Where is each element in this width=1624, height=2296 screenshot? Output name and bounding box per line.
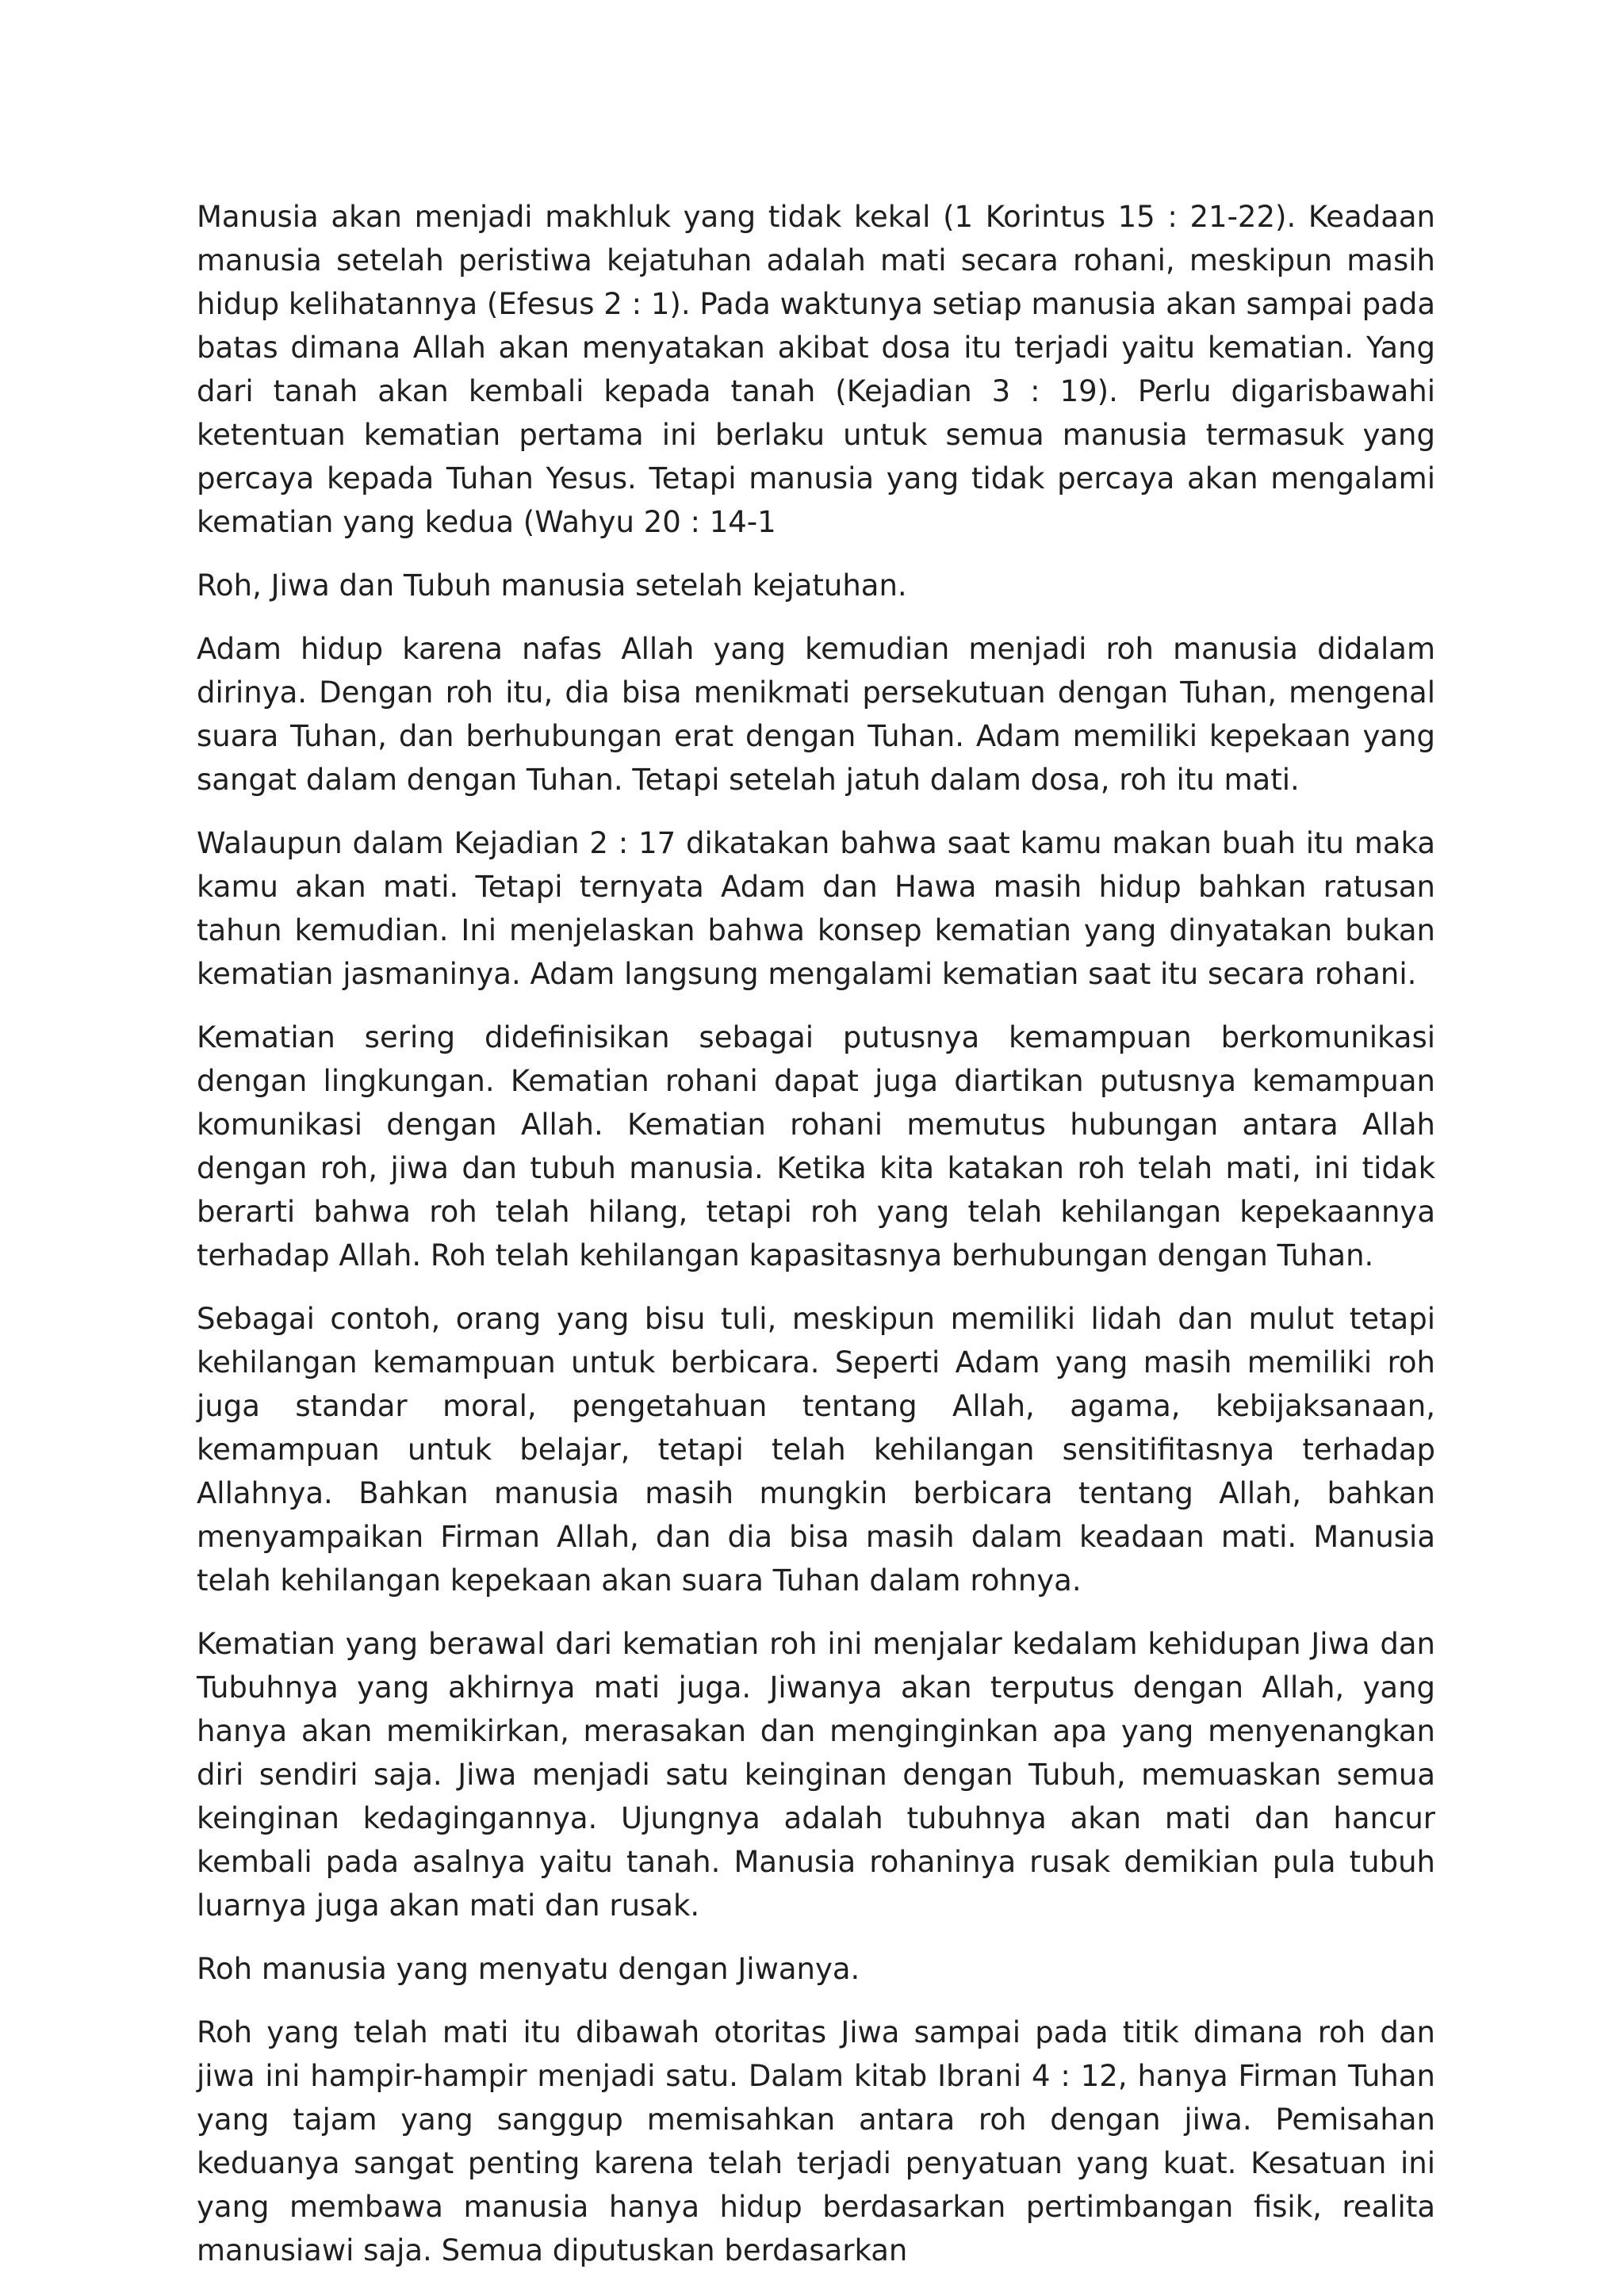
paragraph-deaf-mute-example: Sebagai contoh, orang yang bisu tuli, meskipun memiliki lidah dan mulut tetapi kehilangan kemampuan untuk berbicara. Seperti Adam yang masih memiliki roh juga standar moral, pengetahuan tentang Allah, agama, kebijaksanaan, kemampuan untuk belajar, tetapi telah kehilangan sensitifitasnya terhadap Allahnya. Bahkan manusia masih mungkin berbicara tentang Allah, bahkan menyampaikan Firman Allah, dan dia bisa masih dalam keadaan mati. Manusia telah kehilangan kepekaan akan suara Tuhan dalam rohnya.: [197, 1302, 1435, 1598]
document-page: [197, 195, 1435, 2272]
paragraph-genesis-2-17: Walaupun dalam Kejadian 2 : 17 dikatakan bahwa saat kamu makan buah itu maka kamu akan mati. Tetapi ternyata Adam dan Hawa masih hidup bahkan ratusan tahun kemudian. Ini menjelaskan bahwa konsep kematian yang dinyatakan bukan kematian jasmaninya. Adam langsung mengalami kematian saat itu secara rohani.: [197, 826, 1435, 991]
section-heading-spirit-soul: Roh manusia yang menyatu dengan Jiwanya.: [197, 1952, 860, 1986]
paragraph-adam-breath: Adam hidup karena nafas Allah yang kemudian menjadi roh manusia didalam dirinya. Dengan roh itu, dia bisa menikmati persekutuan dengan Tuhan, mengenal suara Tuhan, dan berhubungan erat dengan Tuhan. Adam memiliki kepekaan yang sangat dalam dengan Tuhan. Tetapi setelah jatuh dalam dosa, roh itu mati.: [197, 632, 1435, 797]
paragraph-soul-body-death: Kematian yang berawal dari kematian roh ini menjalar kedalam kehidupan Jiwa dan Tubuhnya yang akhirnya mati juga. Jiwanya akan terputus dengan Allah, yang hanya akan memikirkan, merasakan dan menginginkan apa yang menyenangkan diri sendiri saja. Jiwa menjadi satu keinginan dengan Tubuh, memuaskan semua keinginan kedagingannya. Ujungnya adalah tubuhnya akan mati dan hancur kembali pada asalnya yaitu tanah. Manusia rohaninya rusak demikian pula tubuh luarnya juga akan mati dan rusak.: [197, 1627, 1435, 1923]
section-heading-after-fall: Roh, Jiwa dan Tubuh manusia setelah kejatuhan.: [197, 568, 907, 603]
paragraph-hebrews-4-12: Roh yang telah mati itu dibawah otoritas Jiwa sampai pada titik dimana roh dan jiwa ini hampir-hampir menjadi satu. Dalam kitab Ibrani 4 : 12, hanya Firman Tuhan yang tajam yang sanggup memisahkan antara roh dengan jiwa. Pemisahan keduanya sangat penting karena telah terjadi penyatuan yang kuat. Kesatuan ini yang membawa manusia hanya hidup berdasarkan pertimbangan fisik, realita manusiawi saja. Semua diputuskan berdasarkan: [197, 2015, 1435, 2267]
paragraph-mortality: Manusia akan menjadi makhluk yang tidak kekal (1 Korintus 15 : 21-22). Keadaan manusia setelah peristiwa kejatuhan adalah mati secara rohani, meskipun masih hidup kelihatannya (Efesus 2 : 1). Pada waktunya setiap manusia akan sampai pada batas dimana Allah akan menyatakan akibat dosa itu terjadi yaitu kematian. Yang dari tanah akan kembali kepada tanah (Kejadian 3 : 19). Perlu digarisbawahi ketentuan kematian pertama ini berlaku untuk semua manusia termasuk yang percaya kepada Tuhan Yesus. Tetapi manusia yang tidak percaya akan mengalami kematian yang kedua (Wahyu 20 : 14-1: [197, 200, 1435, 539]
paragraph-spiritual-death: Kematian sering didefinisikan sebagai putusnya kemampuan berkomunikasi dengan lingkungan. Kematian rohani dapat juga diartikan putusnya kemampuan komunikasi dengan Allah. Kematian rohani memutus hubungan antara Allah dengan roh, jiwa dan tubuh manusia. Ketika kita katakan roh telah mati, ini tidak berarti bahwa roh telah hilang, tetapi roh yang telah kehilangan kepekaannya terhadap Allah. Roh telah kehilangan kapasitasnya berhubungan dengan Tuhan.: [197, 1020, 1435, 1272]
